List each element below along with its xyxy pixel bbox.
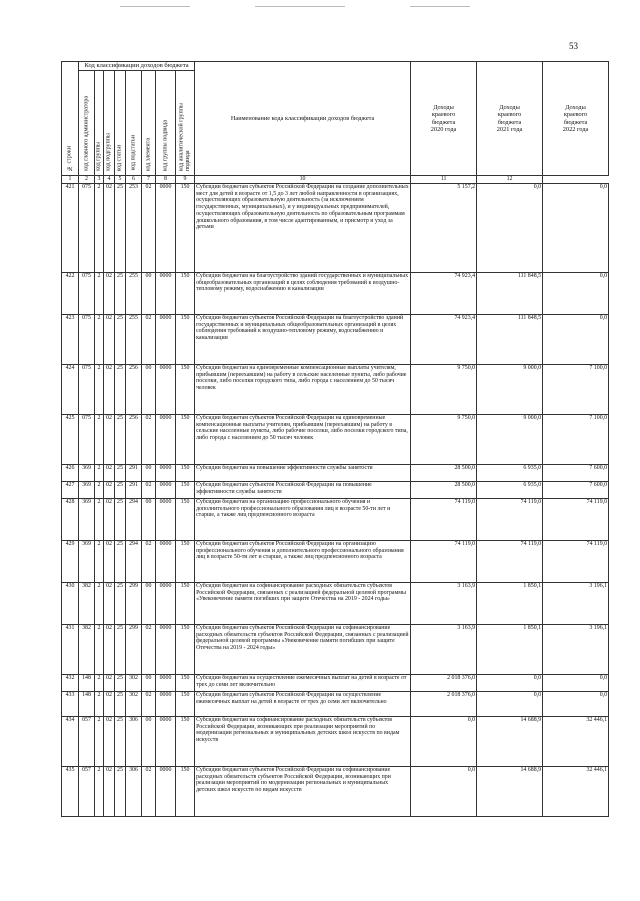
subarticle-code: 302: [126, 692, 142, 717]
subtype-group-code: 0000: [156, 692, 176, 717]
article-code: 25: [115, 717, 126, 767]
revenue-2020: 0,0: [411, 767, 477, 817]
analytic-group-code: 150: [176, 625, 195, 675]
element-code: 00: [142, 273, 156, 315]
admin-code: 075: [79, 273, 95, 315]
revenue-2020: 74 119,0: [411, 541, 477, 583]
scan-mark: [120, 6, 190, 7]
column-number-row: [62, 176, 609, 184]
element-code: 02: [142, 625, 156, 675]
subarticle-code: 306: [126, 767, 142, 817]
article-code: 25: [115, 499, 126, 541]
article-code: 25: [115, 767, 126, 817]
revenue-2022: 0,0: [543, 315, 609, 365]
revenue-2020: 0,0: [411, 717, 477, 767]
column-number: 11: [411, 176, 477, 184]
row-number: 423: [62, 315, 79, 365]
subtype-group-code: 0000: [156, 767, 176, 817]
group-code: 2: [95, 625, 104, 675]
table-row: [62, 415, 609, 465]
revenue-name: Субсидии бюджетам субъектов Российской Федерации на софинансирование расходных обязательств субъектов Российской Федерации, возникающих при реализации мероприятий по модернизации региональных и муниципальных детских школ искусств по видам искусств: [195, 767, 411, 817]
element-code: 00: [142, 583, 156, 625]
subtype-group-code: 0000: [156, 499, 176, 541]
analytic-group-code: 150: [176, 541, 195, 583]
revenue-name: Субсидии бюджетам субъектов Российской Федерации на организацию профессионального обучения и дополнительного профессионального образования лиц в возрасте 50-ти лет и старше, а также лиц предпенсионного возраста: [195, 541, 411, 583]
row-number: 430: [62, 583, 79, 625]
revenue-2022: 0,0: [543, 273, 609, 315]
revenue-2022: 32 446,1: [543, 767, 609, 817]
revenue-2021: 14 688,9: [477, 767, 543, 817]
element-code: 00: [142, 717, 156, 767]
table-row: [62, 625, 609, 675]
table-body: [62, 184, 609, 817]
revenue-2021: 14 688,9: [477, 717, 543, 767]
analytic-group-code: 150: [176, 583, 195, 625]
revenue-name: Субсидии бюджетам на повышение эффективности службы занятости: [195, 465, 411, 482]
year-2020-header: Доходы краевого бюджета 2020 года: [411, 62, 477, 176]
article-code: 25: [115, 541, 126, 583]
column-number: 6: [126, 176, 142, 184]
revenue-2020: 5 157,2: [411, 184, 477, 273]
revenue-2022: 74 119,0: [543, 499, 609, 541]
table-row: [62, 692, 609, 717]
element-code: 00: [142, 499, 156, 541]
subgroup-code: 02: [104, 482, 115, 499]
revenue-name: Субсидии бюджетам субъектов Российской Федерации на благоустройство зданий государственных и муниципальных общеобразовательных организаций в целях соблюдения требований к воздушно-тепловому режиму, водоснабжению и канализации: [195, 315, 411, 365]
subtype-group-code: 0000: [156, 717, 176, 767]
table-row: [62, 273, 609, 315]
element-code: 00: [142, 675, 156, 692]
subgroup-code: 02: [104, 583, 115, 625]
subgroup-code: 02: [104, 365, 115, 415]
table-row: [62, 482, 609, 499]
group-code: 2: [95, 482, 104, 499]
code-column-header: код подстатьи: [126, 71, 142, 176]
revenue-2020: 28 500,0: [411, 482, 477, 499]
code-column-header: код статьи: [115, 71, 126, 176]
table-row: [62, 717, 609, 767]
revenue-name: Субсидии бюджетам на софинансирование расходных обязательств субъектов Российской Федерации, возникающих при реализации мероприятий по модернизации региональных и муниципальных детских школ искусств по видам искусств: [195, 717, 411, 767]
subgroup-code: 02: [104, 499, 115, 541]
subgroup-code: 02: [104, 273, 115, 315]
table-row: [62, 499, 609, 541]
revenue-2021: 0,0: [477, 692, 543, 717]
group-code: 2: [95, 184, 104, 273]
element-code: 02: [142, 692, 156, 717]
article-code: 25: [115, 625, 126, 675]
group-code: 2: [95, 365, 104, 415]
column-number: 4: [104, 176, 115, 184]
row-number: 426: [62, 465, 79, 482]
table-row: [62, 583, 609, 625]
row-number: 425: [62, 415, 79, 465]
subarticle-code: 255: [126, 273, 142, 315]
admin-code: 148: [79, 692, 95, 717]
row-number: 427: [62, 482, 79, 499]
table-row: [62, 184, 609, 273]
analytic-group-code: 150: [176, 675, 195, 692]
analytic-group-code: 150: [176, 273, 195, 315]
article-code: 25: [115, 583, 126, 625]
subtype-group-code: 0000: [156, 465, 176, 482]
element-code: 02: [142, 541, 156, 583]
column-number: 5: [115, 176, 126, 184]
subgroup-code: 02: [104, 315, 115, 365]
budget-revenue-table: [61, 61, 609, 817]
article-code: 25: [115, 465, 126, 482]
column-number: 3: [95, 176, 104, 184]
revenue-name: Субсидии бюджетам на благоустройство зданий государственных и муниципальных общеобразовательных организаций в целях соблюдения требований к воздушно-тепловому режиму, водоснабжению и канализации: [195, 273, 411, 315]
analytic-group-code: 150: [176, 184, 195, 273]
row-number: 428: [62, 499, 79, 541]
revenue-name: Субсидии бюджетам субъектов Российской Федерации на повышение эффективности службы занятости: [195, 482, 411, 499]
revenue-2021: 9 000,0: [477, 415, 543, 465]
analytic-group-code: 150: [176, 482, 195, 499]
table-row: [62, 465, 609, 482]
code-column-header: код подгруппы: [104, 71, 115, 176]
admin-code: 369: [79, 482, 95, 499]
revenue-2021: 111 848,5: [477, 273, 543, 315]
article-code: 25: [115, 365, 126, 415]
revenue-2020: 9 750,0: [411, 365, 477, 415]
article-code: 25: [115, 482, 126, 499]
table-row: [62, 767, 609, 817]
row-number: 434: [62, 717, 79, 767]
revenue-2021: 0,0: [477, 675, 543, 692]
revenue-2021: 1 850,1: [477, 625, 543, 675]
revenue-2020: 2 018 376,0: [411, 692, 477, 717]
analytic-group-code: 150: [176, 717, 195, 767]
table-row: [62, 541, 609, 583]
subtype-group-code: 0000: [156, 675, 176, 692]
group-code: 2: [95, 465, 104, 482]
row-number: 424: [62, 365, 79, 415]
revenue-2020: 2 018 376,0: [411, 675, 477, 692]
subtype-group-code: 0000: [156, 541, 176, 583]
analytic-group-code: 150: [176, 767, 195, 817]
row-number: 432: [62, 675, 79, 692]
admin-code: 382: [79, 583, 95, 625]
revenue-2022: 3 196,1: [543, 583, 609, 625]
subtype-group-code: 0000: [156, 583, 176, 625]
analytic-group-code: 150: [176, 315, 195, 365]
admin-code: 075: [79, 415, 95, 465]
subtype-group-code: 0000: [156, 365, 176, 415]
row-number: 429: [62, 541, 79, 583]
subarticle-code: 291: [126, 482, 142, 499]
analytic-group-code: 150: [176, 415, 195, 465]
revenue-2021: 9 000,0: [477, 365, 543, 415]
admin-code: 075: [79, 315, 95, 365]
revenue-name: Субсидии бюджетам на единовременные компенсационные выплаты учителям, прибывшим (переехавшим) на работу в сельские населенные пункты, либо рабочие поселки, либо поселки городского типа, либо города с населением до 50 тысяч человек: [195, 365, 411, 415]
subarticle-code: 291: [126, 465, 142, 482]
group-code: 2: [95, 583, 104, 625]
page-number: 53: [569, 41, 578, 51]
element-code: 00: [142, 465, 156, 482]
admin-code: 369: [79, 499, 95, 541]
revenue-2022: 74 119,0: [543, 541, 609, 583]
classification-code-header: Код классификации доходов бюджета: [79, 62, 195, 71]
revenue-2020: 74 923,4: [411, 315, 477, 365]
row-number-header: № строки: [62, 62, 79, 176]
analytic-group-code: 150: [176, 365, 195, 415]
article-code: 25: [115, 415, 126, 465]
revenue-2020: 74 119,0: [411, 499, 477, 541]
subarticle-code: 299: [126, 583, 142, 625]
subgroup-code: 02: [104, 717, 115, 767]
subgroup-code: 02: [104, 184, 115, 273]
revenue-name: Субсидии бюджетам субъектов Российской Федерации на единовременные компенсационные выплаты учителям, прибывшим (переехавшим) на работу в сельские населенные пункты, либо рабочие поселки, либо поселки городского типа, либо города с населением до 50 тысяч человек: [195, 415, 411, 465]
element-code: 02: [142, 184, 156, 273]
revenue-2020: 9 750,0: [411, 415, 477, 465]
revenue-2022: 0,0: [543, 692, 609, 717]
subarticle-code: 302: [126, 675, 142, 692]
revenue-name: Субсидии бюджетам на организацию профессионального обучения и дополнительного профессионального образования лиц в возрасте 50-ти лет и старше, а также лиц предпенсионного возраста: [195, 499, 411, 541]
code-column-header: код аналитической группы подвида: [176, 71, 195, 176]
revenue-2021: 74 119,0: [477, 499, 543, 541]
admin-code: 369: [79, 541, 95, 583]
admin-code: 057: [79, 767, 95, 817]
subarticle-code: 255: [126, 315, 142, 365]
subtype-group-code: 0000: [156, 184, 176, 273]
row-number: 435: [62, 767, 79, 817]
element-code: 02: [142, 415, 156, 465]
subtype-group-code: 0000: [156, 482, 176, 499]
admin-code: 057: [79, 717, 95, 767]
admin-code: 075: [79, 365, 95, 415]
revenue-2020: 74 923,4: [411, 273, 477, 315]
group-code: 2: [95, 675, 104, 692]
revenue-2022: 7 100,0: [543, 365, 609, 415]
subarticle-code: 294: [126, 499, 142, 541]
article-code: 25: [115, 315, 126, 365]
code-column-header: код группы: [95, 71, 104, 176]
column-number: 12: [477, 176, 543, 184]
group-code: 2: [95, 767, 104, 817]
row-number: 431: [62, 625, 79, 675]
analytic-group-code: 150: [176, 499, 195, 541]
revenue-2022: 0,0: [543, 184, 609, 273]
revenue-name: Субсидии бюджетам субъектов Российской Федерации на осуществление ежемесячных выплат на детей в возрасте от трех до семи лет включительно: [195, 692, 411, 717]
revenue-2021: 0,0: [477, 184, 543, 273]
subarticle-code: 294: [126, 541, 142, 583]
table-row: [62, 315, 609, 365]
subtype-group-code: 0000: [156, 415, 176, 465]
revenue-2021: 74 119,0: [477, 541, 543, 583]
article-code: 25: [115, 692, 126, 717]
article-code: 25: [115, 184, 126, 273]
revenue-2021: 111 848,5: [477, 315, 543, 365]
subgroup-code: 02: [104, 767, 115, 817]
element-code: 02: [142, 767, 156, 817]
revenue-name: Субсидии бюджетам субъектов Российской Федерации на создание дополнительных мест для детей в возрасте от 1,5 до 3 лет любой направленности в организациях, осуществляющих образовательную деятельность (за исключением государственных, муниципальных), и у индивидуальных предпринимателей, осуществляющих образовательную деятельность по образовательным программам дошкольного образования, в том числе адаптированным, и присмотр и уход за детьми: [195, 184, 411, 273]
column-number: 10: [195, 176, 411, 184]
subarticle-code: 256: [126, 415, 142, 465]
code-column-header: код элемента: [142, 71, 156, 176]
subgroup-code: 02: [104, 415, 115, 465]
subtype-group-code: 0000: [156, 625, 176, 675]
revenue-2021: 1 850,1: [477, 583, 543, 625]
revenue-2020: 3 163,9: [411, 583, 477, 625]
revenue-2020: 28 500,0: [411, 465, 477, 482]
column-number: 2: [79, 176, 95, 184]
row-number: 421: [62, 184, 79, 273]
group-code: 2: [95, 717, 104, 767]
admin-code: 369: [79, 465, 95, 482]
column-number: 7: [142, 176, 156, 184]
article-code: 25: [115, 675, 126, 692]
subarticle-code: 306: [126, 717, 142, 767]
revenue-name: Субсидии бюджетам субъектов Российской Федерации на софинансирование расходных обязательств субъектов Российской Федерации, связанных с реализацией федеральной целевой программы «Увековечение памяти погибших при защите Отечества на 2019 - 2024 годы»: [195, 625, 411, 675]
subgroup-code: 02: [104, 541, 115, 583]
analytic-group-code: 150: [176, 692, 195, 717]
column-number: 8: [156, 176, 176, 184]
admin-code: 382: [79, 625, 95, 675]
article-code: 25: [115, 273, 126, 315]
scan-mark: [410, 6, 470, 7]
group-code: 2: [95, 315, 104, 365]
revenue-name: Субсидии бюджетам на осуществление ежемесячных выплат на детей в возрасте от трех до семи лет включительно: [195, 675, 411, 692]
subgroup-code: 02: [104, 675, 115, 692]
subgroup-code: 02: [104, 465, 115, 482]
subgroup-code: 02: [104, 692, 115, 717]
table-row: [62, 675, 609, 692]
row-number: 422: [62, 273, 79, 315]
group-code: 2: [95, 415, 104, 465]
analytic-group-code: 150: [176, 465, 195, 482]
admin-code: 075: [79, 184, 95, 273]
revenue-2022: 7 600,0: [543, 465, 609, 482]
group-code: 2: [95, 273, 104, 315]
column-number: 9: [176, 176, 195, 184]
subgroup-code: 02: [104, 625, 115, 675]
year-2022-header: Доходы краевого бюджета 2022 года: [543, 62, 609, 176]
revenue-2022: 3 196,1: [543, 625, 609, 675]
revenue-2022: 0,0: [543, 675, 609, 692]
code-column-header: код группы подвида: [156, 71, 176, 176]
subtype-group-code: 0000: [156, 273, 176, 315]
year-2021-header: Доходы краевого бюджета 2021 года: [477, 62, 543, 176]
element-code: 02: [142, 482, 156, 499]
group-code: 2: [95, 692, 104, 717]
subarticle-code: 256: [126, 365, 142, 415]
row-number: 433: [62, 692, 79, 717]
element-code: 02: [142, 315, 156, 365]
table-row: [62, 365, 609, 415]
scan-mark: [255, 6, 345, 7]
group-code: 2: [95, 541, 104, 583]
code-column-header: код главного администратора: [79, 71, 95, 176]
group-code: 2: [95, 499, 104, 541]
subtype-group-code: 0000: [156, 315, 176, 365]
column-number: 1: [62, 176, 79, 184]
subarticle-code: 299: [126, 625, 142, 675]
revenue-2022: 32 446,1: [543, 717, 609, 767]
name-header: Наименование кода классификации доходов бюджета: [195, 62, 411, 176]
revenue-2021: 6 935,0: [477, 465, 543, 482]
revenue-2022: 7 100,0: [543, 415, 609, 465]
element-code: 00: [142, 365, 156, 415]
revenue-name: Субсидии бюджетам на софинансирование расходных обязательств субъектов Российской Федерации, связанных с реализацией федеральной целевой программы «Увековечение памяти погибших при защите Отечества на 2019 - 2024 годы»: [195, 583, 411, 625]
revenue-2020: 3 163,9: [411, 625, 477, 675]
admin-code: 148: [79, 675, 95, 692]
revenue-2022: 7 600,0: [543, 482, 609, 499]
subarticle-code: 253: [126, 184, 142, 273]
revenue-2021: 6 935,0: [477, 482, 543, 499]
